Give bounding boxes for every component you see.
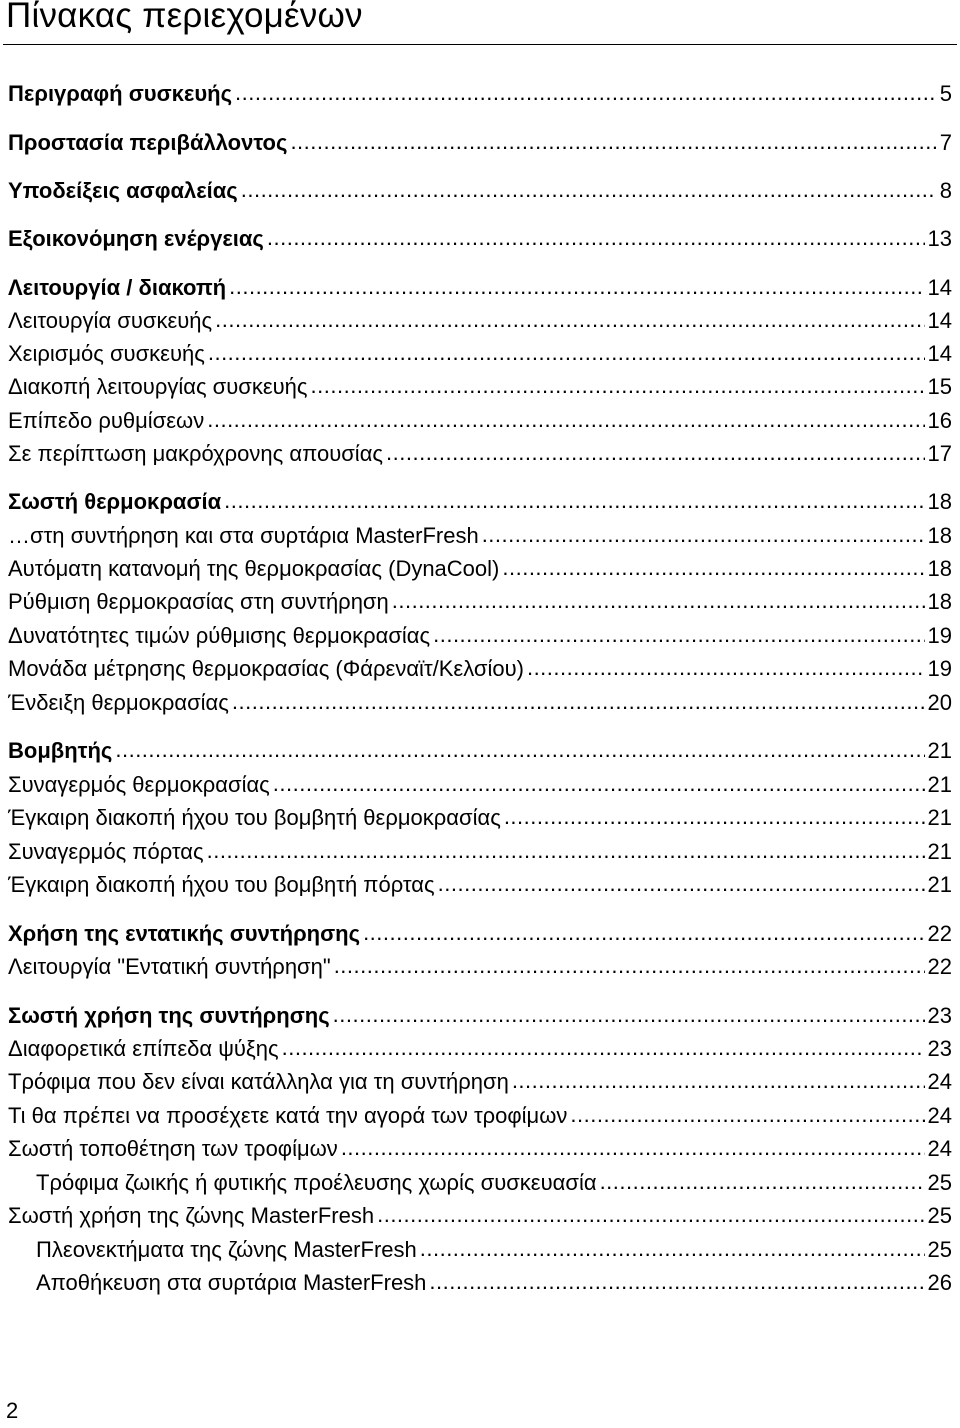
toc-entry-label: Μονάδα μέτρησης θερμοκρασίας (Φάρεναϊτ/Κελσίου): [8, 656, 524, 681]
toc-entry[interactable]: [36, 1266, 952, 1300]
toc-entry[interactable]: [8, 835, 952, 869]
toc-entry[interactable]: [8, 801, 952, 835]
toc-entry[interactable]: [8, 734, 952, 768]
toc-entry-page-number: 18: [927, 589, 952, 614]
toc-entry-label: Περιγραφή συσκευής: [8, 81, 233, 106]
toc-entry-page-number: 21: [927, 839, 952, 864]
toc-dot-leader: [420, 1232, 925, 1266]
toc-entry[interactable]: [36, 1166, 952, 1200]
toc-entry-page-number: 20: [927, 690, 952, 715]
toc-entry-label: Σωστή θερμοκρασία: [8, 489, 222, 514]
toc-dot-leader: [115, 733, 924, 767]
toc-entry-page-number: 16: [927, 408, 952, 433]
toc-dot-leader: [290, 125, 936, 159]
toc-dot-leader: [433, 618, 924, 652]
toc-dot-leader: [208, 336, 925, 370]
toc-dot-leader: [229, 270, 924, 304]
toc-dot-leader: [241, 173, 937, 207]
toc-entry-label: Χειρισμός συσκευής: [8, 341, 205, 366]
toc-entry[interactable]: [8, 999, 952, 1033]
toc-dot-leader: [282, 1031, 925, 1065]
toc-dot-leader: [527, 651, 925, 685]
toc-entry-label: Έγκαιρη διακοπή ήχου του βομβητή θερμοκρασίας: [8, 805, 501, 830]
toc-entry-page-number: 24: [927, 1069, 952, 1094]
toc-dot-leader: [273, 767, 925, 801]
toc-entry-label: Σωστή τοποθέτηση των τροφίμων: [8, 1136, 338, 1161]
toc-entry-page-number: 23: [927, 1003, 952, 1028]
toc-entry-label: Βομβητής: [8, 738, 113, 763]
toc-entry-page-number: 14: [927, 308, 952, 333]
toc-entry[interactable]: [8, 1065, 952, 1099]
toc-entry-page-number: 21: [927, 805, 952, 830]
toc-dot-leader: [341, 1131, 925, 1165]
toc-entry-label: Αποθήκευση στα συρτάρια MasterFresh: [36, 1270, 427, 1295]
toc-entry-page-number: 14: [927, 275, 952, 300]
toc-dot-leader: [482, 518, 925, 552]
toc-entry-page-number: 26: [927, 1270, 952, 1295]
toc-entry[interactable]: [8, 950, 952, 984]
toc-entry[interactable]: [8, 77, 952, 111]
toc-entry-page-number: 24: [927, 1103, 952, 1128]
toc-entry[interactable]: [8, 437, 952, 471]
toc-entry-page-number: 23: [927, 1036, 952, 1061]
toc-entry[interactable]: [36, 1233, 952, 1267]
toc-dot-leader: [311, 369, 925, 403]
toc-dot-leader: [207, 834, 925, 868]
toc-entry-page-number: 19: [927, 623, 952, 648]
toc-dot-leader: [377, 1198, 924, 1232]
toc-entry-page-number: 15: [927, 374, 952, 399]
toc-dot-leader: [392, 584, 925, 618]
toc-entry-page-number: 24: [927, 1136, 952, 1161]
toc-entry-page-number: 18: [927, 556, 952, 581]
toc-entry-page-number: 25: [927, 1203, 952, 1228]
toc-entry-page-number: 21: [927, 772, 952, 797]
toc-entry[interactable]: [8, 686, 952, 720]
toc-entry-label: Τρόφιμα ζωικής ή φυτικής προέλευσης χωρίς συσκευασία: [36, 1170, 597, 1195]
toc-entry-page-number: 18: [927, 523, 952, 548]
toc-dot-leader: [224, 484, 924, 518]
toc-entry-label: …στη συντήρηση και στα συρτάρια MasterFresh: [8, 523, 479, 548]
toc-entry-label: Συναγερμός θερμοκρασίας: [8, 772, 270, 797]
toc-entry-page-number: 13: [927, 226, 952, 251]
toc-entry[interactable]: [8, 519, 952, 553]
toc-entry-page-number: 22: [927, 921, 952, 946]
toc-entry-label: Λειτουργία / διακοπή: [8, 275, 227, 300]
toc-entry-label: Τρόφιμα που δεν είναι κατάλληλα για τη συντήρηση: [8, 1069, 509, 1094]
toc-entry[interactable]: [8, 404, 952, 438]
toc-entry[interactable]: [8, 1099, 952, 1133]
toc-dot-leader: [570, 1098, 924, 1132]
toc-entry-page-number: 25: [927, 1237, 952, 1262]
page-title: Πίνακας περιεχομένων: [6, 0, 363, 35]
toc-entry-page-number: 25: [927, 1170, 952, 1195]
toc-entry[interactable]: [8, 304, 952, 338]
toc-entry[interactable]: [8, 370, 952, 404]
toc-dot-leader: [215, 303, 924, 337]
toc-dot-leader: [363, 916, 924, 950]
toc-entry-page-number: 21: [927, 738, 952, 763]
toc-entry-label: Έγκαιρη διακοπή ήχου του βομβητή πόρτας: [8, 872, 435, 897]
toc-entry-label: Χρήση της εντατικής συντήρησης: [8, 921, 361, 946]
toc-entry-label: Τι θα πρέπει να προσέχετε κατά την αγορά των τροφίμων: [8, 1103, 568, 1128]
toc-entry[interactable]: [8, 485, 952, 519]
page-number: 2: [6, 1398, 19, 1423]
toc-dot-leader: [429, 1265, 924, 1299]
toc-entry-label: Προστασία περιβάλλοντος: [8, 130, 288, 155]
toc-entry-label: Διακοπή λειτουργίας συσκευής: [8, 374, 308, 399]
toc-entry-label: Ένδειξη θερμοκρασίας: [8, 690, 229, 715]
toc-entry[interactable]: [8, 1032, 952, 1066]
toc-entry-label: Αυτόματη κατανομή της θερμοκρασίας (DynaCool): [8, 556, 500, 581]
toc-dot-leader: [267, 221, 925, 255]
toc-entry-label: Σωστή χρήση της ζώνης MasterFresh: [8, 1203, 375, 1228]
toc-entry-page-number: 5: [939, 81, 952, 106]
toc-dot-leader: [232, 685, 925, 719]
toc-dot-leader: [334, 949, 925, 983]
toc-entry-label: Σωστή χρήση της συντήρησης: [8, 1003, 330, 1028]
toc-dot-leader: [504, 800, 925, 834]
toc-entry-page-number: 7: [939, 130, 952, 155]
toc-entry-label: Επίπεδο ρυθμίσεων: [8, 408, 205, 433]
toc-dot-leader: [235, 76, 937, 110]
title-divider: [3, 44, 957, 45]
toc-entry-page-number: 14: [927, 341, 952, 366]
toc-entry-page-number: 21: [927, 872, 952, 897]
toc-entry[interactable]: [8, 768, 952, 802]
toc-entry-label: Ρύθμιση θερμοκρασίας στη συντήρηση: [8, 589, 389, 614]
toc-entry[interactable]: [8, 1199, 952, 1233]
toc-entry[interactable]: [8, 619, 952, 653]
toc-entry[interactable]: [8, 174, 952, 208]
toc-dot-leader: [512, 1064, 925, 1098]
toc-entry[interactable]: [8, 585, 952, 619]
toc-entry-label: Λειτουργία συσκευής: [8, 308, 213, 333]
toc-entry[interactable]: [8, 337, 952, 371]
toc-entry[interactable]: [8, 868, 952, 902]
toc-entry-label: Δυνατότητες τιμών ρύθμισης θερμοκρασίας: [8, 623, 431, 648]
toc-entry[interactable]: [8, 222, 952, 256]
toc-entry-label: Πλεονεκτήματα της ζώνης MasterFresh: [36, 1237, 417, 1262]
toc-entry[interactable]: [8, 552, 952, 586]
toc-entry-label: Σε περίπτωση μακρόχρονης απουσίας: [8, 441, 384, 466]
toc-dot-leader: [207, 403, 924, 437]
toc-entry-page-number: 22: [927, 954, 952, 979]
toc-dot-leader: [600, 1165, 925, 1199]
toc-dot-leader: [502, 551, 924, 585]
toc-entry[interactable]: [8, 1132, 952, 1166]
toc-entry[interactable]: [8, 271, 952, 305]
toc-entry-label: Διαφορετικά επίπεδα ψύξης: [8, 1036, 279, 1061]
toc-dot-leader: [333, 998, 925, 1032]
toc-entry[interactable]: [8, 917, 952, 951]
toc-entry-label: Υποδείξεις ασφαλείας: [8, 178, 238, 203]
toc-entry[interactable]: [8, 126, 952, 160]
toc-entry-label: Εξοικονόμηση ενέργειας: [8, 226, 264, 251]
toc-entry-label: Συναγερμός πόρτας: [8, 839, 204, 864]
toc-entry-page-number: 19: [927, 656, 952, 681]
toc-entry-page-number: 17: [927, 441, 952, 466]
toc-entry-page-number: 18: [927, 489, 952, 514]
toc-entry-page-number: 8: [939, 178, 952, 203]
toc-entry-label: Λειτουργία "Εντατική συντήρηση": [8, 954, 331, 979]
toc-dot-leader: [386, 436, 925, 470]
toc-entry[interactable]: [8, 652, 952, 686]
toc-dot-leader: [438, 867, 925, 901]
